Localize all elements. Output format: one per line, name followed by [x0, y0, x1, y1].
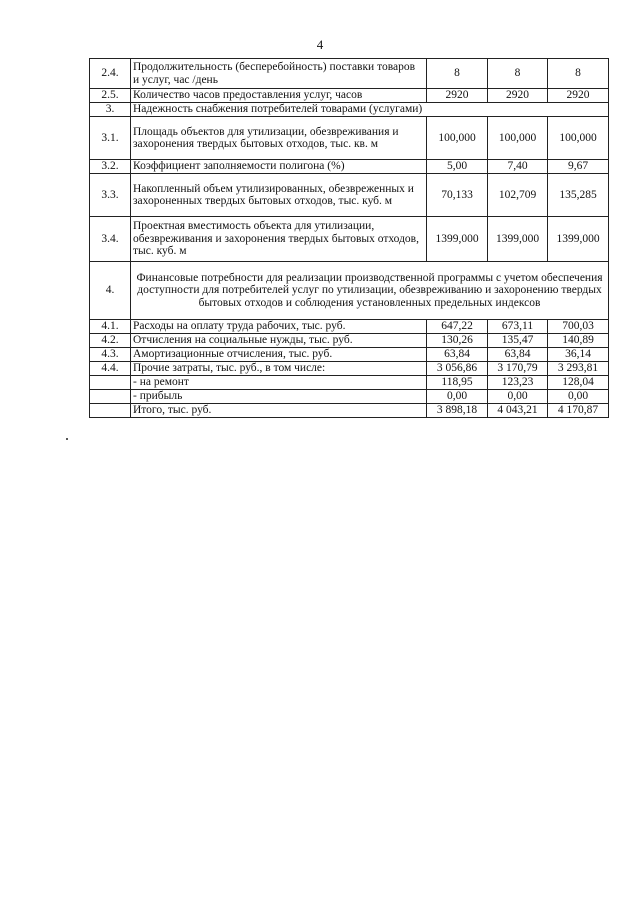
row-value-year-1: 130,26: [427, 334, 488, 348]
row-label: Коэффициент заполняемости полигона (%): [131, 160, 427, 174]
row-label: Итого, тыс. руб.: [131, 404, 427, 418]
row-value-year-1: 0,00: [427, 390, 488, 404]
row-value-year-2: 135,47: [488, 334, 548, 348]
row-label: Количество часов предоставления услуг, часов: [131, 89, 427, 103]
row-value-year-1: 1399,000: [427, 217, 488, 262]
row-number: 3.: [90, 103, 131, 117]
row-number: 4.3.: [90, 348, 131, 362]
row-value-year-2: 0,00: [488, 390, 548, 404]
row-value-year-2: 3 170,79: [488, 362, 548, 376]
row-value-year-3: 0,00: [548, 390, 609, 404]
table-body: [90, 59, 609, 418]
row-number: [90, 404, 131, 418]
table-row: [90, 59, 609, 89]
row-number: 4.: [90, 262, 131, 320]
row-value-year-3: 9,67: [548, 160, 609, 174]
table-row: [90, 262, 609, 320]
table-row: [90, 334, 609, 348]
table-row: [90, 376, 609, 390]
production-program-table: [89, 58, 609, 418]
row-value-year-3: 135,285: [548, 174, 609, 217]
row-number: 2.5.: [90, 89, 131, 103]
row-value-year-2: 4 043,21: [488, 404, 548, 418]
table-row: [90, 404, 609, 418]
row-value-year-1: 3 056,86: [427, 362, 488, 376]
row-value-year-2: 2920: [488, 89, 548, 103]
row-value-year-2: 123,23: [488, 376, 548, 390]
row-value-year-2: 102,709: [488, 174, 548, 217]
row-number: 3.3.: [90, 174, 131, 217]
row-label: Отчисления на социальные нужды, тыс. руб.: [131, 334, 427, 348]
row-value-year-2: 8: [488, 59, 548, 89]
row-value-year-1: 3 898,18: [427, 404, 488, 418]
row-label: Прочие затраты, тыс. руб., в том числе:: [131, 362, 427, 376]
table-row: [90, 89, 609, 103]
margin-dot: [66, 438, 68, 440]
row-number: 3.1.: [90, 117, 131, 160]
row-value-year-1: 118,95: [427, 376, 488, 390]
row-value-year-1: 100,000: [427, 117, 488, 160]
row-value-year-1: 5,00: [427, 160, 488, 174]
table-row: [90, 160, 609, 174]
row-label: Надежность снабжения потребителей товарами (услугами): [131, 103, 609, 117]
row-value-year-3: 128,04: [548, 376, 609, 390]
table-row: [90, 390, 609, 404]
row-label: Продолжительность (бесперебойность) поставки товаров и услуг, час /день: [131, 59, 427, 89]
row-label: Амортизационные отчисления, тыс. руб.: [131, 348, 427, 362]
row-number: 4.4.: [90, 362, 131, 376]
row-label: Площадь объектов для утилизации, обезвреживания и захоронения твердых бытовых отходов, тыс. кв. м: [131, 117, 427, 160]
row-label: Финансовые потребности для реализации производственной программы с учетом обеспечения доступности для потребителей услуг по утилизации, обезвреживанию и захоронению твердых бытовых отходов и соблюдения установленных предельных индексов: [131, 262, 609, 320]
row-value-year-3: 100,000: [548, 117, 609, 160]
row-value-year-2: 1399,000: [488, 217, 548, 262]
row-value-year-3: 36,14: [548, 348, 609, 362]
row-number: [90, 376, 131, 390]
row-value-year-2: 673,11: [488, 320, 548, 334]
row-value-year-3: 3 293,81: [548, 362, 609, 376]
row-number: 4.1.: [90, 320, 131, 334]
row-value-year-1: 70,133: [427, 174, 488, 217]
table-row: [90, 117, 609, 160]
table-row: [90, 217, 609, 262]
row-value-year-1: 63,84: [427, 348, 488, 362]
row-value-year-1: 8: [427, 59, 488, 89]
row-value-year-3: 2920: [548, 89, 609, 103]
row-label: - на ремонт: [131, 376, 427, 390]
row-number: [90, 390, 131, 404]
row-value-year-2: 63,84: [488, 348, 548, 362]
row-value-year-2: 100,000: [488, 117, 548, 160]
row-value-year-3: 4 170,87: [548, 404, 609, 418]
row-value-year-3: 8: [548, 59, 609, 89]
row-number: 4.2.: [90, 334, 131, 348]
row-number: 3.2.: [90, 160, 131, 174]
row-label: - прибыль: [131, 390, 427, 404]
row-number: 3.4.: [90, 217, 131, 262]
table-row: [90, 103, 609, 117]
row-number: 2.4.: [90, 59, 131, 89]
table-row: [90, 348, 609, 362]
table-row: [90, 174, 609, 217]
row-value-year-1: 647,22: [427, 320, 488, 334]
row-value-year-3: 140,89: [548, 334, 609, 348]
row-label: Проектная вместимость объекта для утилизации, обезвреживания и захоронения твердых бытовых отходов, тыс. куб. м: [131, 217, 427, 262]
row-label: Накопленный объем утилизированных, обезвреженных и захороненных твердых бытовых отходов, тыс. куб. м: [131, 174, 427, 217]
row-value-year-3: 700,03: [548, 320, 609, 334]
row-value-year-1: 2920: [427, 89, 488, 103]
table-row: [90, 362, 609, 376]
page-number: 4: [316, 37, 324, 52]
row-value-year-2: 7,40: [488, 160, 548, 174]
row-label: Расходы на оплату труда рабочих, тыс. руб.: [131, 320, 427, 334]
row-value-year-3: 1399,000: [548, 217, 609, 262]
table-row: [90, 320, 609, 334]
